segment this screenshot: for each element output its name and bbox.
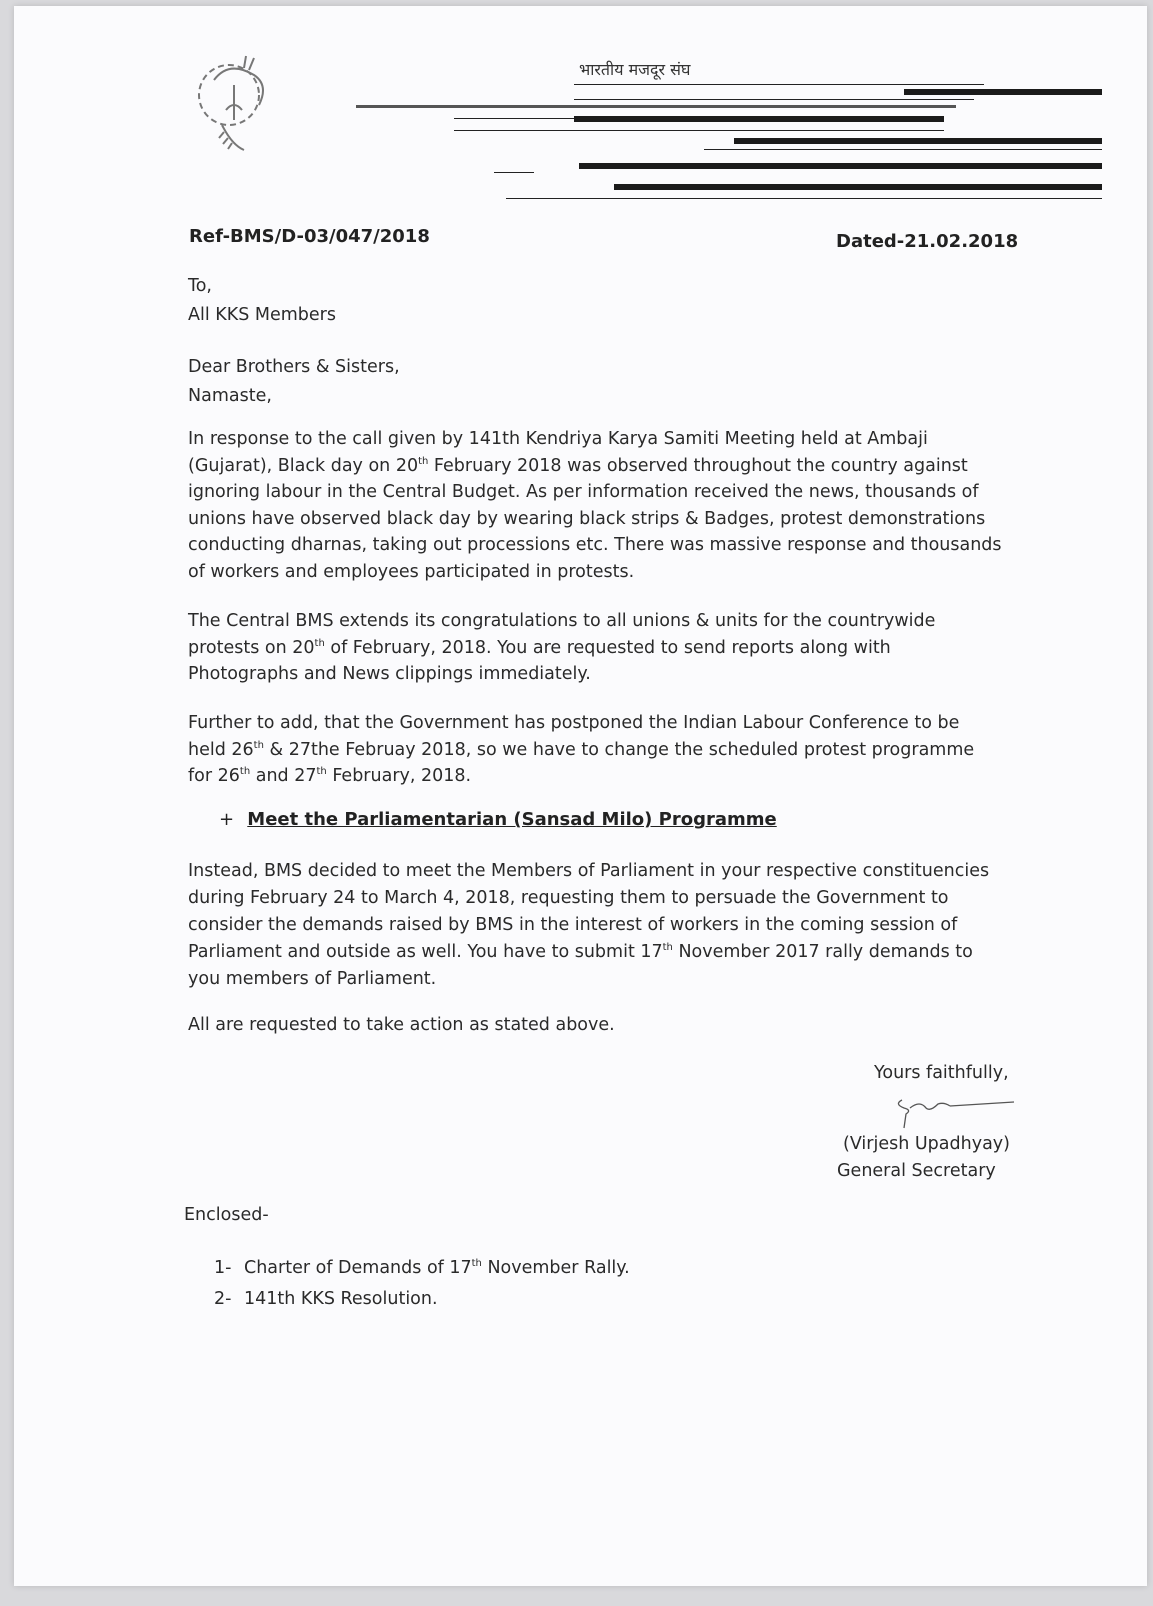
greeting: Dear Brothers & Sisters, <box>188 357 400 377</box>
bullet-icon: + <box>219 809 235 830</box>
text: protests on 20 <box>188 637 315 658</box>
heading-text: Meet the Parliamentarian (Sansad Milo) Programme <box>247 809 777 830</box>
signatory-name: (Virjesh Upadhyay) <box>843 1134 1010 1154</box>
superscript: th <box>471 1258 482 1270</box>
para4-line: Instead, BMS decided to meet the Members of Parliament in your respective constituencies <box>188 861 990 881</box>
text: Parliament and outside as well. You have to submit 17 <box>188 942 663 962</box>
paragraph-5: All are requested to take action as stated above. <box>188 1015 615 1035</box>
para2-line <box>188 635 1016 662</box>
signature <box>890 1090 1020 1134</box>
list-item <box>214 1253 630 1284</box>
paragraph-2 <box>188 608 1016 688</box>
para4-line: consider the demands raised by BMS in the interest of workers in the coming session of <box>188 915 958 935</box>
para4-line: during February 24 to March 4, 2018, requesting them to persuade the Government to <box>188 888 949 908</box>
letter-page <box>14 6 1147 1586</box>
addressee-block <box>188 272 1016 330</box>
text: for 26 <box>188 766 240 786</box>
text: February 2018 was observed throughout the country against <box>428 455 968 476</box>
text: November Rally. <box>481 1258 630 1278</box>
para3-line <box>188 763 1016 790</box>
paragraph-1 <box>188 426 1016 585</box>
item-number: 2- <box>214 1289 232 1309</box>
text: February, 2018. <box>326 766 472 786</box>
para1-line: conducting dharnas, taking out processions etc. There was massive response and thousands <box>188 535 1002 555</box>
para1-line: unions have observed black day by wearing black strips & Badges, protest demonstrations <box>188 508 986 529</box>
text: & 27the Februay 2018, so we have to change the scheduled protest programme <box>263 739 975 760</box>
text: 141th KKS Resolution. <box>244 1289 438 1309</box>
para3-line <box>188 737 1016 764</box>
text: of February, 2018. You are requested to send reports along with <box>324 637 891 658</box>
superscript: th <box>239 766 251 778</box>
org-name-hindi: भारतीय मजदूर संघ <box>579 60 691 79</box>
greeting-block <box>188 353 1016 411</box>
superscript: th <box>418 455 429 467</box>
text: and 27 <box>250 766 317 786</box>
section-heading <box>219 809 777 830</box>
text: Charter of Demands of 17 <box>244 1258 472 1278</box>
reference-number: Ref-BMS/D-03/047/2018 <box>189 226 430 247</box>
text: November 2017 rally demands to <box>672 942 973 962</box>
item-number: 1- <box>214 1258 232 1278</box>
para2-line: Photographs and News clippings immediately. <box>188 664 591 684</box>
superscript: th <box>316 766 327 778</box>
letter-date: Dated-21.02.2018 <box>836 231 1019 252</box>
para1-line <box>188 453 1016 480</box>
paragraph-4 <box>188 858 1016 993</box>
recipient: All KKS Members <box>188 305 336 325</box>
letterhead-redacted-lines <box>14 6 1147 216</box>
list-item <box>214 1284 630 1315</box>
superscript: th <box>253 739 264 751</box>
text: (Gujarat), Black day on 20 <box>188 455 419 476</box>
para1-line: ignoring labour in the Central Budget. As per information received the news, thousands of <box>188 482 979 502</box>
paragraph-3 <box>188 710 1016 790</box>
para4-line <box>188 939 1016 966</box>
para4-line: you members of Parliament. <box>188 969 437 989</box>
para1-line: of workers and employees participated in protests. <box>188 561 635 582</box>
superscript: th <box>662 942 673 954</box>
enclosure-list <box>214 1253 630 1315</box>
superscript: th <box>314 637 325 649</box>
closing: Yours faithfully, <box>874 1063 1009 1083</box>
namaste: Namaste, <box>188 386 272 406</box>
to-label: To, <box>188 276 212 296</box>
signatory-title: General Secretary <box>837 1161 996 1181</box>
para3-line: Further to add, that the Government has postponed the Indian Labour Conference to be <box>188 713 960 733</box>
para1-line: In response to the call given by 141th Kendriya Karya Samiti Meeting held at Ambaji <box>188 429 928 449</box>
para2-line: The Central BMS extends its congratulations to all unions & units for the countrywide <box>188 611 936 631</box>
enclosed-label: Enclosed- <box>184 1205 269 1225</box>
text: held 26 <box>188 739 254 760</box>
